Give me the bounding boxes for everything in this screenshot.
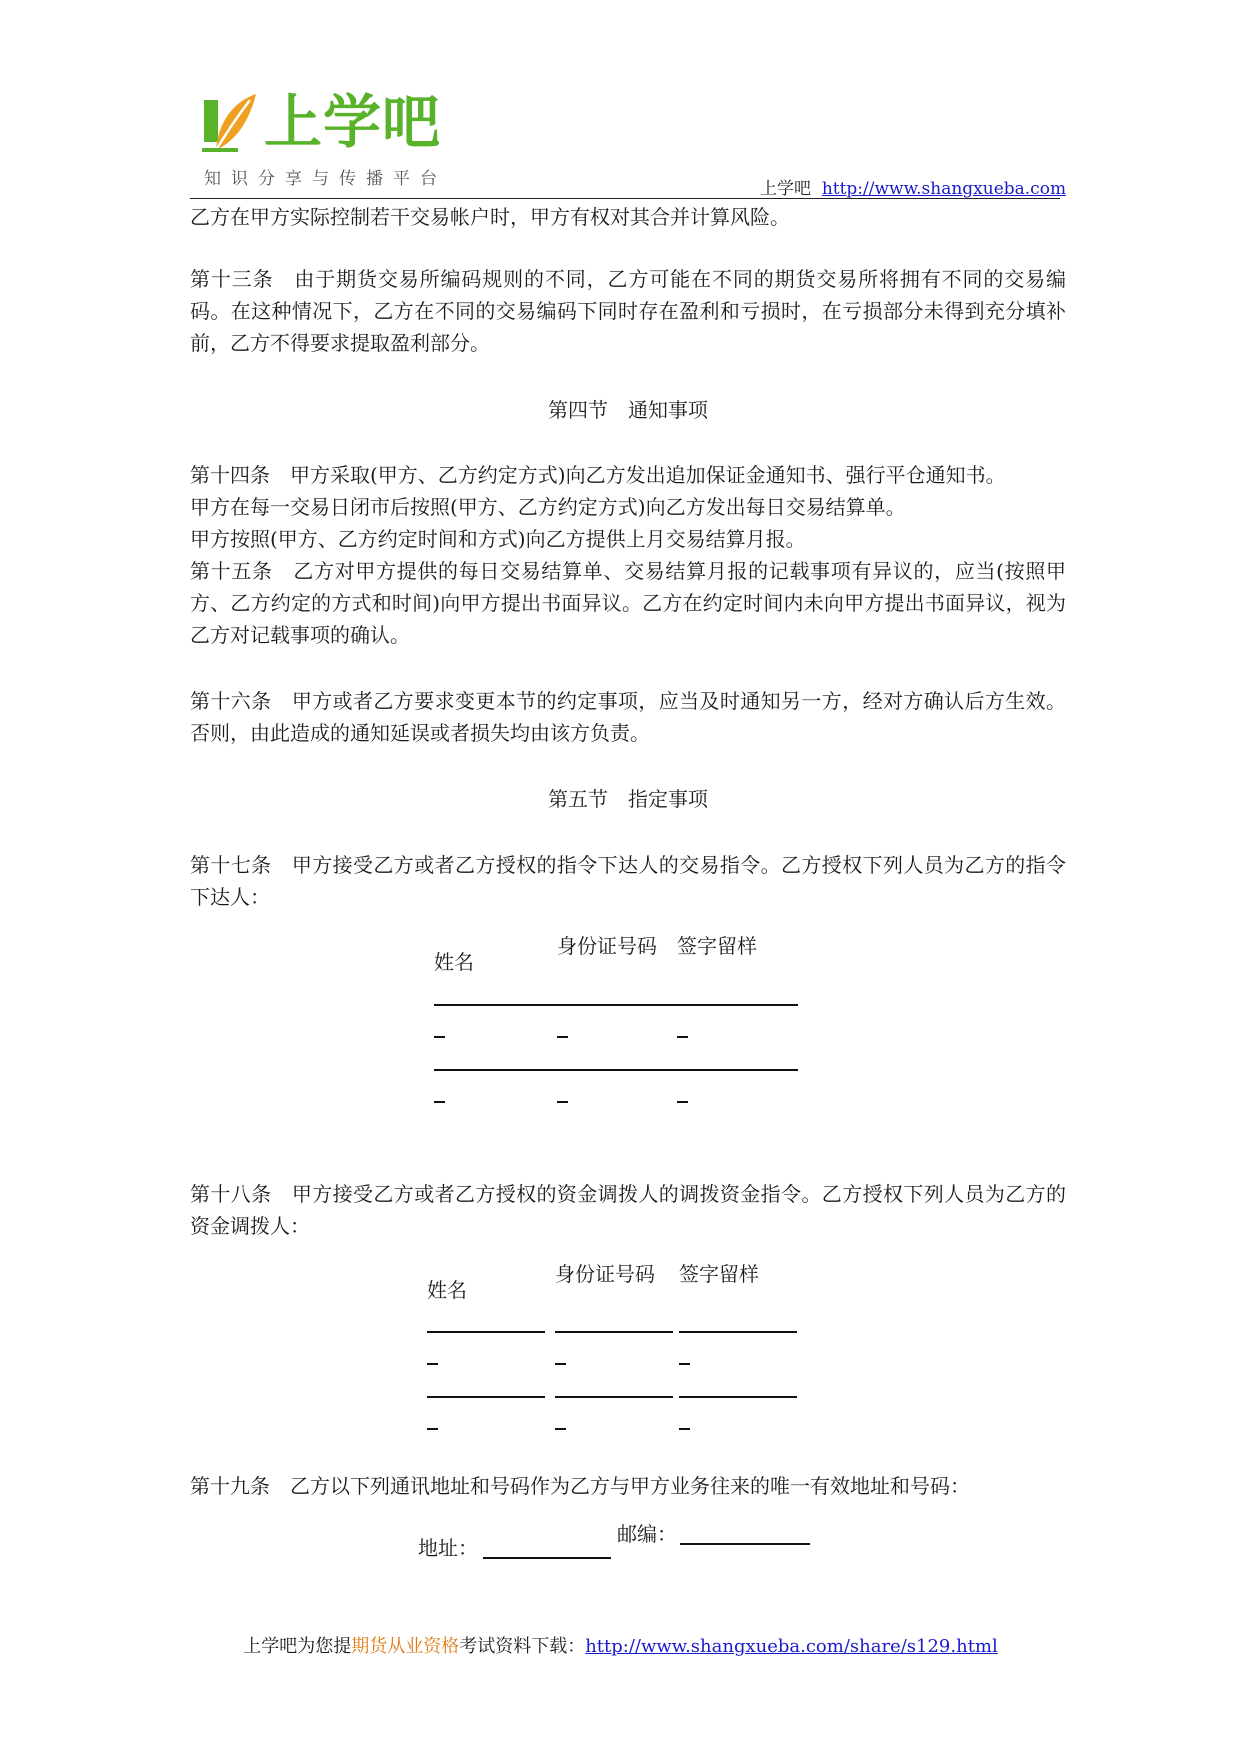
postcode-label: 邮编： xyxy=(617,1522,677,1546)
footer xyxy=(0,1632,1241,1658)
table2-row1-dash-signature xyxy=(679,1363,690,1365)
table2-header-id: 身份证号码 xyxy=(555,1262,655,1286)
table2-row1-line-signature xyxy=(679,1331,797,1333)
article-14-line-3: 甲方按照(甲方、乙方约定时间和方式)向乙方提供上月交易结算月报。 xyxy=(190,527,806,551)
header-divider xyxy=(190,198,1060,199)
table2-row2-line-name xyxy=(427,1396,545,1398)
table2-row1-line-name xyxy=(427,1331,545,1333)
table1-row1-dash-name xyxy=(434,1036,445,1038)
table2-row2-line-signature xyxy=(679,1396,797,1398)
section-4-heading: 第四节 通知事项 xyxy=(548,398,708,422)
table1-row1-dash-id xyxy=(557,1036,568,1038)
footer-highlight: 期货从业资格 xyxy=(351,1636,460,1657)
table1-row2-dash-name xyxy=(434,1101,445,1103)
logo-text: 上学吧 xyxy=(264,88,442,156)
table1-header-name: 姓名 xyxy=(434,950,474,974)
table2-header-signature: 签字留样 xyxy=(679,1262,759,1286)
footer-download-link[interactable]: http://www.shangxueba.com/share/s129.html xyxy=(585,1636,998,1657)
address-label: 地址： xyxy=(418,1536,478,1560)
table1-row2-dash-id xyxy=(557,1101,568,1103)
article-18: 第十八条 甲方接受乙方或者乙方授权的资金调拨人的调拨资金指令。乙方授权下列人员为乙方的资金调拨人： xyxy=(190,1182,1066,1238)
article-13: 第十三条 由于期货交易所编码规则的不同，乙方可能在不同的期货交易所将拥有不同的交易编码。在这种情况下，乙方在不同的交易编码下同时存在盈利和亏损时，在亏损部分未得到充分填补前，乙方不得要求提取盈利部分。 xyxy=(190,267,1066,355)
address-blank-line xyxy=(483,1557,611,1559)
leaf-logo-icon xyxy=(198,90,260,156)
table1-header-signature: 签字留样 xyxy=(677,934,757,958)
article-14-line-1: 第十四条 甲方采取(甲方、乙方约定方式)向乙方发出追加保证金通知书、强行平仓通知书。 xyxy=(190,463,1006,487)
article-15: 第十五条 乙方对甲方提供的每日交易结算单、交易结算月报的记载事项有异议的，应当(按照甲方、乙方约定的方式和时间)向甲方提出书面异议。乙方在约定时间内未向甲方提出书面异议，视为乙方对记载事项的确认。 xyxy=(190,559,1066,647)
table1-row1-line xyxy=(434,1004,798,1006)
header-site-info xyxy=(760,174,1066,199)
footer-suffix: 考试资料下载： xyxy=(459,1636,586,1657)
table1-row1-dash-signature xyxy=(677,1036,688,1038)
article-19: 第十九条 乙方以下列通讯地址和号码作为乙方与甲方业务往来的唯一有效地址和号码： xyxy=(190,1474,970,1498)
table1-row2-line xyxy=(434,1069,798,1071)
table1-header-id: 身份证号码 xyxy=(557,934,657,958)
table1-row2-dash-signature xyxy=(677,1101,688,1103)
table2-row2-dash-name xyxy=(427,1428,438,1430)
table2-row2-dash-signature xyxy=(679,1428,690,1430)
intro-paragraph: 乙方在甲方实际控制若干交易帐户时，甲方有权对其合并计算风险。 xyxy=(190,205,790,229)
article-16: 第十六条 甲方或者乙方要求变更本节的约定事项，应当及时通知另一方，经对方确认后方生效。否则，由此造成的通知延误或者损失均由该方负责。 xyxy=(190,689,1066,745)
table2-row2-line-id xyxy=(555,1396,673,1398)
table2-row1-line-id xyxy=(555,1331,673,1333)
site-logo[interactable] xyxy=(198,88,458,188)
article-14-line-2: 甲方在每一交易日闭市后按照(甲方、乙方约定方式)向乙方发出每日交易结算单。 xyxy=(190,495,906,519)
article-17: 第十七条 甲方接受乙方或者乙方授权的指令下达人的交易指令。乙方授权下列人员为乙方的指令下达人： xyxy=(190,853,1066,909)
table2-header-name: 姓名 xyxy=(427,1278,467,1302)
logo-tagline: 知识分享与传播平台 xyxy=(204,169,447,189)
section-5-heading: 第五节 指定事项 xyxy=(548,787,708,811)
footer-prefix: 上学吧为您提 xyxy=(243,1636,352,1657)
header-site-link[interactable]: http://www.shangxueba.com xyxy=(821,179,1067,199)
postcode-blank-line xyxy=(680,1543,810,1545)
table2-row1-dash-name xyxy=(427,1363,438,1365)
table2-row2-dash-id xyxy=(555,1428,566,1430)
header-site-name: 上学吧 xyxy=(760,179,811,199)
table2-row1-dash-id xyxy=(555,1363,566,1365)
